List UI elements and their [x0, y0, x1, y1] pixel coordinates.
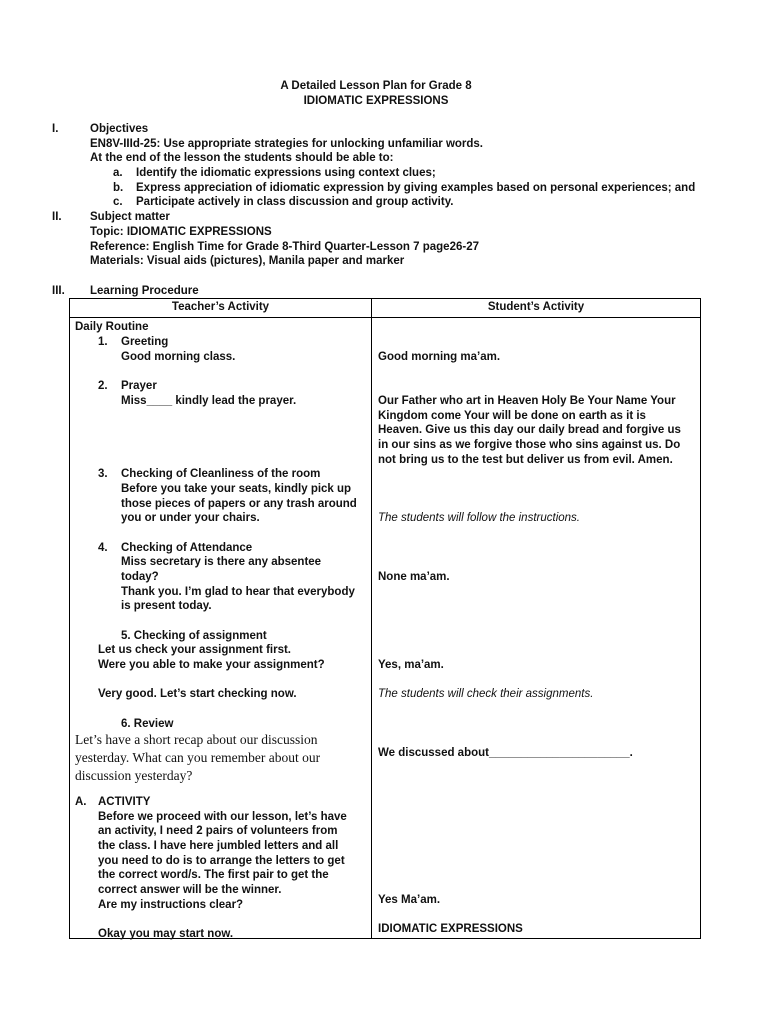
attendance-line: Miss secretary is there any absentee: [121, 556, 322, 568]
attendance-number: 4.: [98, 542, 108, 554]
student-cleanliness: The students will follow the instructions.: [378, 512, 580, 524]
table-row: [70, 318, 701, 939]
lesson-procedure-table: [69, 298, 701, 939]
document-title-block: [0, 79, 752, 109]
attendance-line: today?: [121, 571, 159, 583]
section-objectives-heading: [52, 122, 148, 137]
student-yes: Yes Ma’am.: [378, 894, 441, 906]
greeting-title: Greeting: [121, 336, 169, 348]
greeting-number: 1.: [98, 336, 108, 348]
review-line: yesterday. What can you remember about our: [75, 750, 321, 765]
activity-line: Are my instructions clear?: [98, 899, 244, 911]
table-header-row: [70, 299, 701, 318]
section-heading: Objectives: [90, 123, 149, 135]
assignment-title: 5. Checking of assignment: [121, 630, 267, 642]
assignment-good: Very good. Let’s start checking now.: [98, 688, 297, 700]
daily-routine-heading: Daily Routine: [75, 321, 149, 333]
student-prayer-line: Kingdom come Your will be done on earth as it is: [378, 410, 646, 422]
cleanliness-line: Before you take your seats, kindly pick up: [121, 483, 352, 495]
student-activity-cell: [372, 318, 701, 939]
list-item: a. Identify the idiomatic expressions using context clues;: [113, 167, 436, 179]
attendance-title: Checking of Attendance: [121, 542, 253, 554]
assignment-line: Let us check your assignment first.: [98, 644, 292, 656]
subject-reference: Reference: English Time for Grade 8-Third Quarter-Lesson 7 page26-27: [90, 241, 479, 253]
student-assignment-check: The students will check their assignments.: [378, 688, 594, 700]
list-item: b. Express appreciation of idiomatic expression by giving examples based on personal experiences; and: [113, 182, 696, 194]
prayer-title: Prayer: [121, 380, 157, 392]
student-prayer-line: in our sins as we forgive those who sins against us. Do: [378, 439, 681, 451]
review-line: Let’s have a short recap about our discussion: [75, 732, 318, 747]
prayer-text: Miss____ kindly lead the prayer.: [121, 395, 297, 407]
subject-materials: Materials: Visual aids (pictures), Manila paper and marker: [90, 255, 405, 267]
activity-line: Before we proceed with our lesson, let’s have: [98, 811, 347, 823]
cleanliness-title: Checking of Cleanliness of the room: [121, 468, 321, 480]
assignment-line: Were you able to make your assignment?: [98, 659, 325, 671]
section-subject-heading: [52, 210, 170, 225]
objective-code-line: EN8V-IIId-25: Use appropriate strategies for unlocking unfamiliar words.: [90, 138, 484, 150]
section-numeral: II.: [52, 211, 62, 223]
section-heading: Subject matter: [90, 211, 170, 223]
student-prayer-line: not bring us to the test but deliver us from evil. Amen.: [378, 454, 673, 466]
teacher-activity-cell: [70, 318, 372, 939]
section-heading: Learning Procedure: [90, 285, 199, 297]
review-line: discussion yesterday?: [75, 768, 193, 783]
column-header-student: Student’s Activity: [372, 299, 701, 318]
activity-line: an activity, I need 2 pairs of volunteers from: [98, 825, 338, 837]
activity-start: Okay you may start now.: [98, 928, 234, 940]
activity-line: correct answer will be the winner.: [98, 884, 282, 896]
review-title: 6. Review: [121, 718, 174, 730]
cleanliness-number: 3.: [98, 468, 108, 480]
student-review: We discussed about______________________.: [378, 747, 633, 759]
activity-line: the correct word/s. The first pair to get the: [98, 869, 329, 881]
activity-title: ACTIVITY: [98, 796, 151, 808]
student-answer: IDIOMATIC EXPRESSIONS: [378, 923, 523, 935]
cleanliness-line: you or under your chairs.: [121, 512, 260, 524]
greeting-text: Good morning class.: [121, 351, 236, 363]
document-subtitle: IDIOMATIC EXPRESSIONS: [303, 95, 449, 107]
objective-intro: At the end of the lesson the students should be able to:: [90, 152, 394, 164]
cleanliness-line: those pieces of papers or any trash around: [121, 498, 357, 510]
activity-line: the class. I have here jumbled letters and all: [98, 840, 339, 852]
attendance-line: Thank you. I’m glad to hear that everybody: [121, 586, 355, 598]
attendance-line: is present today.: [121, 600, 212, 612]
section-procedure-heading: [52, 284, 199, 299]
student-prayer-line: Heaven. Give us this day our daily bread and forgive us: [378, 424, 681, 436]
activity-marker: A.: [75, 796, 87, 808]
document-title: A Detailed Lesson Plan for Grade 8: [280, 80, 472, 92]
column-header-teacher: Teacher’s Activity: [70, 299, 372, 318]
activity-line: you need to do is to arrange the letters to get: [98, 855, 345, 867]
student-greeting: Good morning ma’am.: [378, 351, 501, 363]
prayer-number: 2.: [98, 380, 108, 392]
list-item: c. Participate actively in class discussion and group activity.: [113, 196, 454, 208]
student-attendance: None ma’am.: [378, 571, 450, 583]
section-numeral: III.: [52, 285, 65, 297]
section-numeral: I.: [52, 123, 59, 135]
student-prayer-line: Our Father who art in Heaven Holy Be Your Name Your: [378, 395, 676, 407]
student-assignment: Yes, ma’am.: [378, 659, 444, 671]
subject-topic: Topic: IDIOMATIC EXPRESSIONS: [90, 226, 272, 238]
